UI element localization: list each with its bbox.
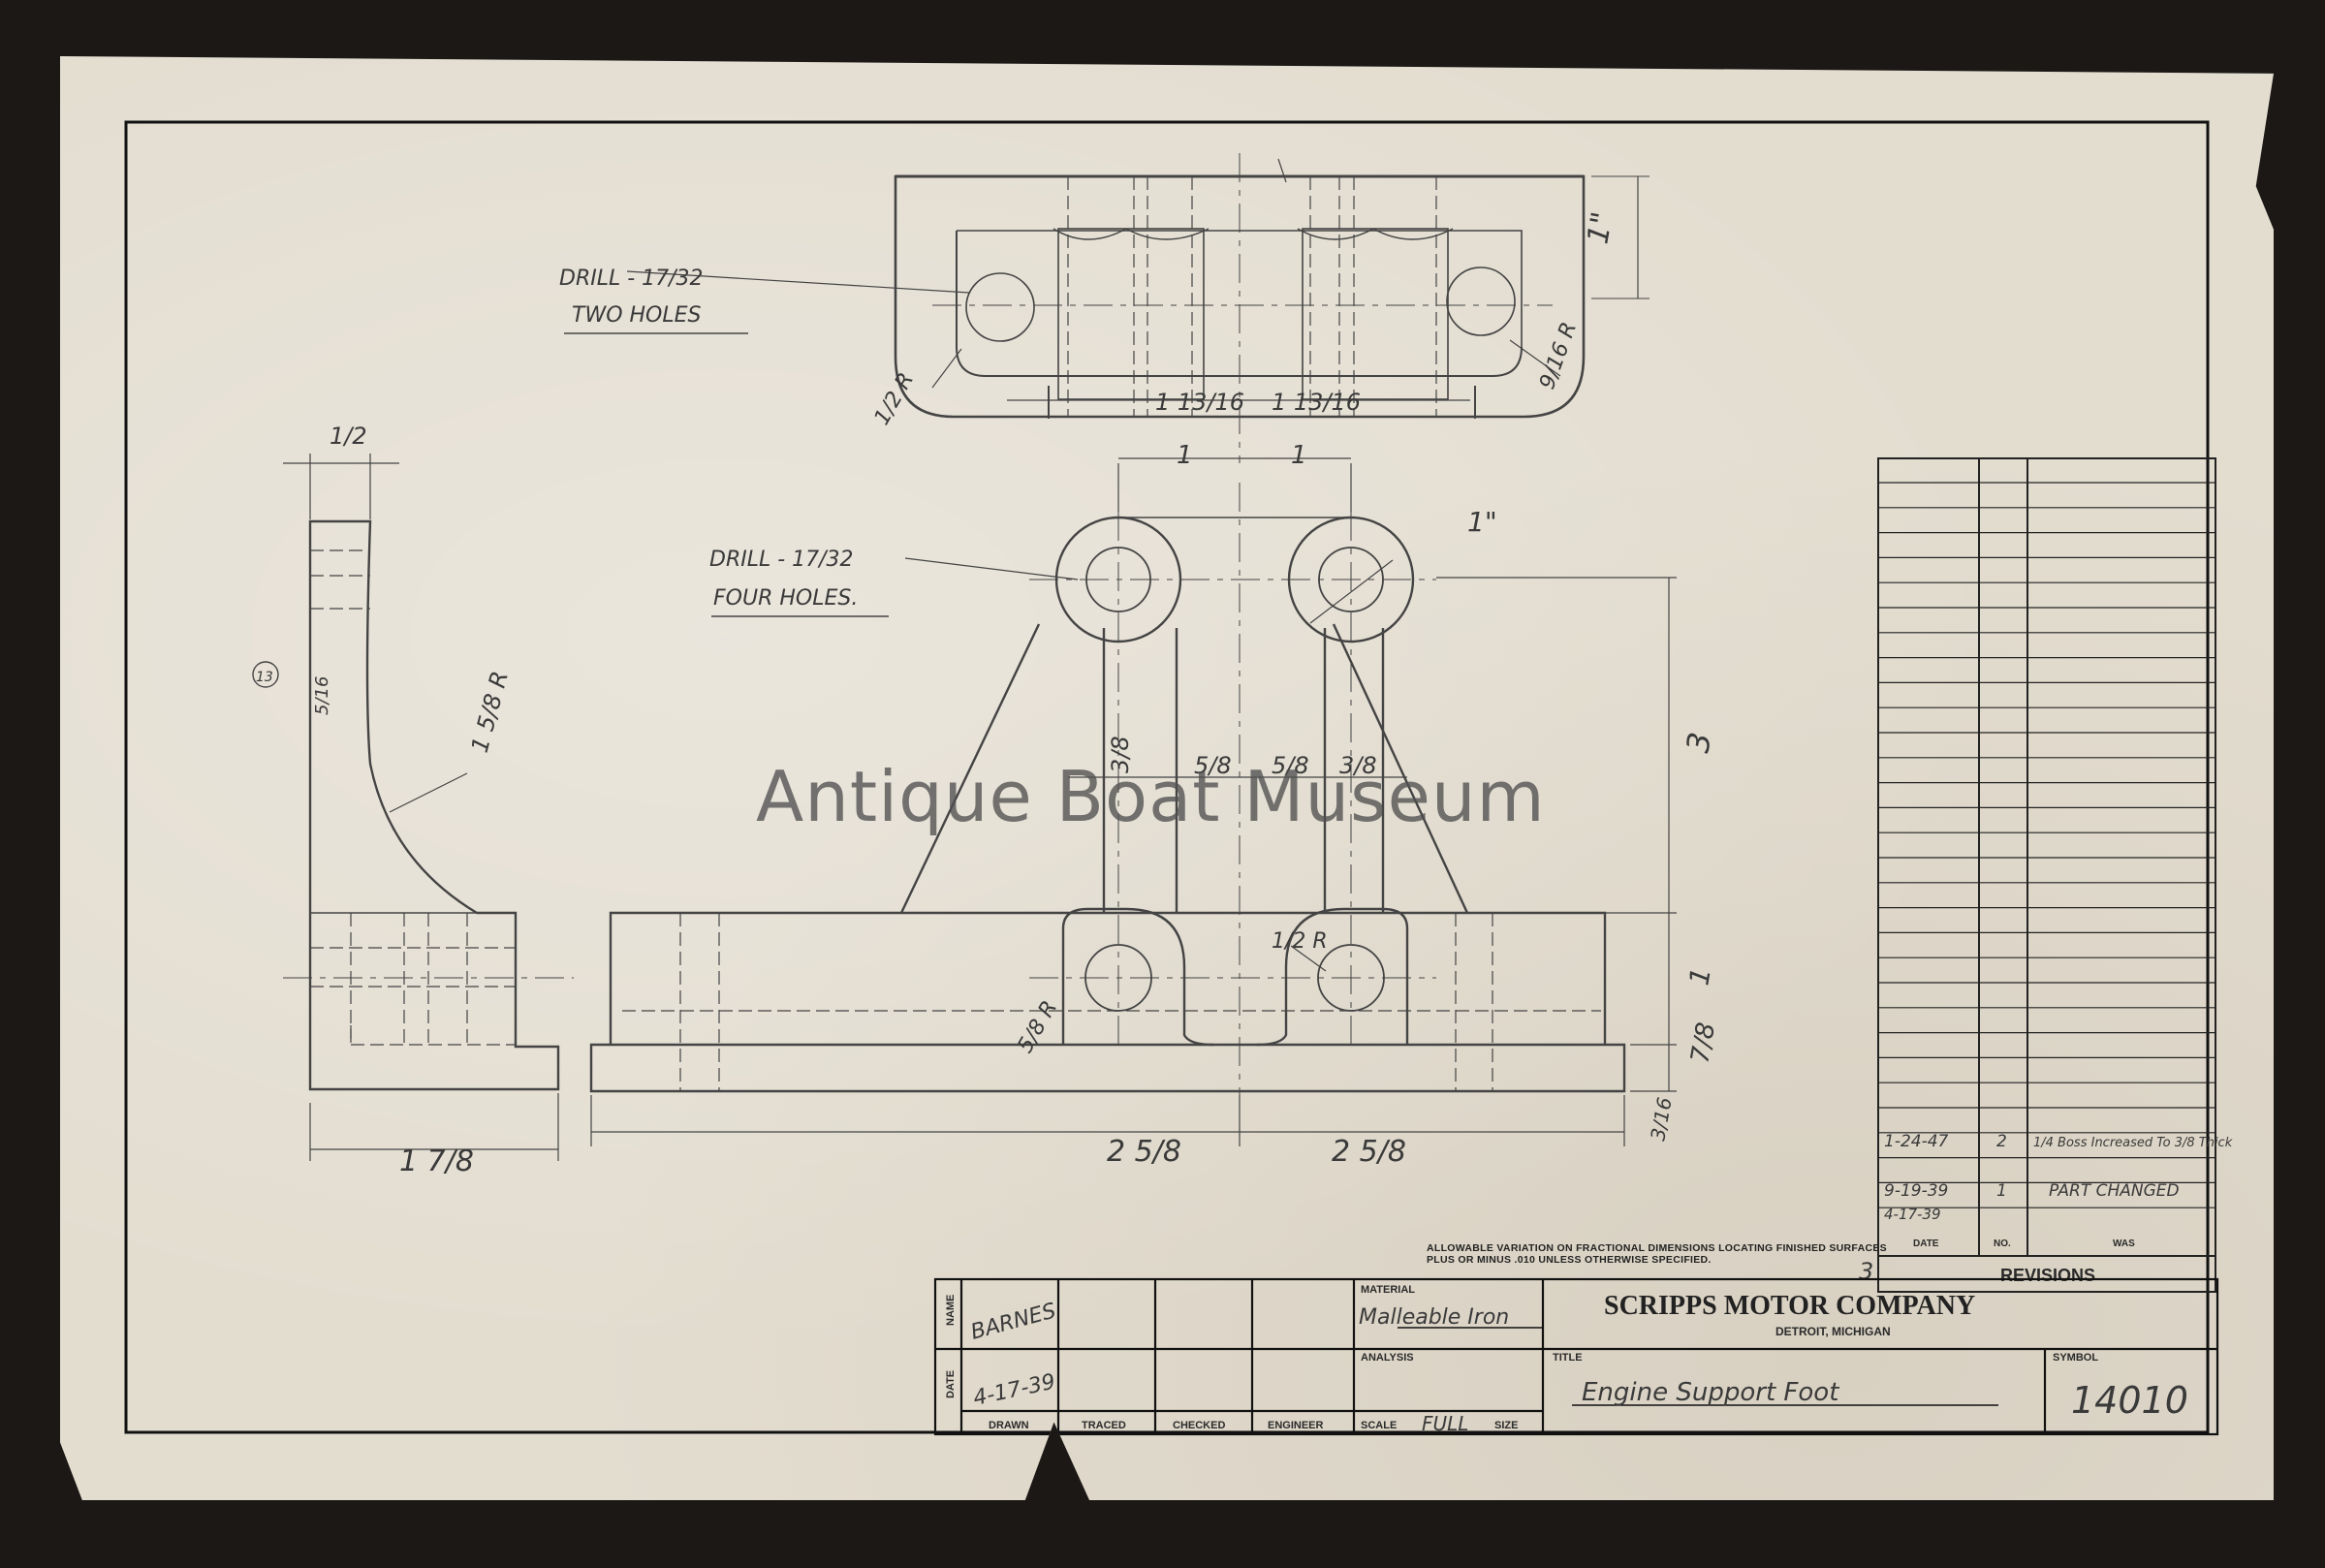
front-dim-web-a: 3/8 — [1107, 736, 1134, 773]
front-dim-base: 7/8 — [1685, 1019, 1722, 1066]
company-location: DETROIT, MICHIGAN — [1775, 1325, 1891, 1338]
company-name: SCRIPPS MOTOR COMPANY — [1604, 1291, 1976, 1321]
top-dim-height: 1" — [1581, 208, 1620, 247]
revisions-table — [1878, 458, 2215, 1292]
tolerance-note: ALLOWABLE VARIATION ON FRACTIONAL DIMENSIONS LOCATING FINISHED SURFACES PLUS OR MINUS .010 UNLESS OTHERWISE SPECIFIED. — [1427, 1242, 1887, 1266]
rev-date-3: 4-17-39 — [1884, 1206, 1941, 1223]
drawn-name: BARNES — [968, 1299, 1059, 1345]
scale-value: FULL — [1422, 1412, 1469, 1435]
rev-was-2: PART CHANGED — [2049, 1181, 2180, 1201]
front-dim-top-right: 1 — [1291, 441, 1307, 470]
analysis-label: ANALYSIS — [1361, 1352, 1414, 1364]
rev-date-2: 9-19-39 — [1884, 1181, 1949, 1201]
watermark: Antique Boat Museum — [756, 756, 1546, 837]
top-drill-note: TWO HOLES — [572, 303, 702, 328]
side-dim-web: 5/16 — [312, 675, 332, 715]
rev-was-1: 1/4 Boss Increased To 3/8 Thick — [2033, 1136, 2233, 1150]
rev-header-no: NO. — [1994, 1239, 2011, 1249]
front-dim-top-left: 1 — [1177, 441, 1193, 470]
front-dim-web-c: 5/8 — [1272, 752, 1309, 779]
top-drill-label: DRILL - 17/32 — [559, 267, 704, 291]
front-dim-web-d: 3/8 — [1339, 752, 1377, 779]
side-dim-base: 1 7/8 — [399, 1145, 474, 1178]
front-dim-width-left: 2 5/8 — [1107, 1135, 1181, 1169]
top-radius-right: 9/16 R — [1535, 319, 1583, 393]
top-view — [627, 153, 1649, 463]
drawn-date: 4-17-39 — [971, 1369, 1058, 1411]
material-label: MATERIAL — [1361, 1284, 1416, 1296]
scale-label: SCALE — [1361, 1420, 1398, 1431]
rev-header-was: WAS — [2113, 1239, 2135, 1249]
col-engineer: ENGINEER — [1268, 1420, 1324, 1431]
top-view-labels — [559, 209, 1620, 429]
rev-no-2: 1 — [1996, 1181, 2007, 1201]
rev-header-date: DATE — [1913, 1239, 1939, 1249]
front-dim-height: 3 — [1679, 729, 1719, 756]
rev-no-1: 2 — [1996, 1132, 2007, 1151]
front-dim-width-right: 2 5/8 — [1332, 1135, 1406, 1169]
tolerance-sheet-number: 3 — [1859, 1258, 1874, 1285]
row-label-name: NAME — [945, 1294, 957, 1326]
drawing-title: Engine Support Foot — [1582, 1378, 1839, 1407]
front-drill-label: DRILL - 17/32 — [709, 548, 854, 572]
top-dim-left-center: 1 13/16 — [1155, 389, 1245, 416]
material-value: Malleable Iron — [1359, 1305, 1510, 1330]
size-label: SIZE — [1494, 1420, 1519, 1431]
rev-title: REVISIONS — [2000, 1266, 2096, 1285]
rev-date-1: 1-24-47 — [1884, 1132, 1949, 1151]
front-dim-boss: 1" — [1467, 506, 1497, 538]
front-drill-note: FOUR HOLES. — [713, 586, 859, 611]
front-radius-bottom: 5/8 R — [1013, 996, 1063, 1057]
front-dim-flange: 3/16 — [1646, 1095, 1677, 1143]
symbol-label: SYMBOL — [2053, 1352, 2099, 1364]
col-drawn: DRAWN — [989, 1420, 1029, 1431]
side-view-labels — [256, 423, 514, 1178]
side-balloon: 13 — [256, 670, 273, 685]
front-radius-inner: 1/2 R — [1272, 929, 1328, 954]
top-dim-right-center: 1 13/16 — [1272, 389, 1362, 416]
title-label: TITLE — [1553, 1352, 1583, 1364]
row-label-date: DATE — [945, 1369, 957, 1398]
revisions-text — [1884, 1132, 2233, 1285]
col-checked: CHECKED — [1173, 1420, 1226, 1431]
col-traced: TRACED — [1082, 1420, 1126, 1431]
title-block-text — [945, 1284, 2188, 1435]
front-dim-base-boss: 1 — [1682, 964, 1717, 988]
front-dim-web-b: 5/8 — [1194, 752, 1232, 779]
side-dim-top: 1/2 — [330, 423, 367, 450]
side-radius: 1 5/8 R — [465, 668, 515, 756]
symbol-value: 14010 — [2071, 1379, 2188, 1422]
side-view — [253, 454, 574, 1161]
top-radius-left: 1/2 R — [869, 368, 920, 429]
